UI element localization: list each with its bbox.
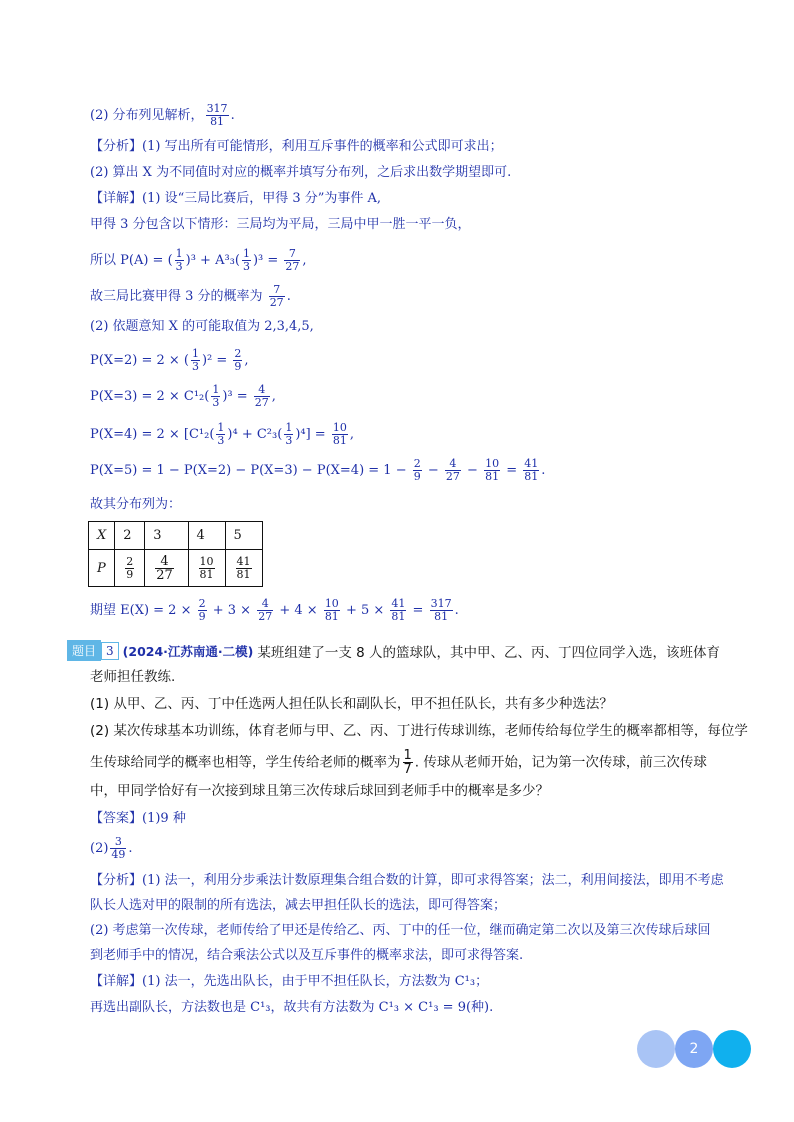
table-cell [188,550,225,587]
numerator: 1 [191,347,199,360]
denominator: 3 [175,260,183,273]
numerator: 10 [324,597,339,610]
denominator: 3 [242,260,250,273]
text: (1) 法一，利用分步乘法计数原理集合组合数的计算，即可求得答案；法二，利用间接法，即用不考虑 [142,873,724,888]
fraction [269,284,285,309]
analysis-line [90,164,511,182]
numerator: 4 [257,598,273,611]
numerator: 1 [242,247,250,260]
numerator: 4 [155,555,174,569]
fraction [254,384,270,409]
question-number: 3 [101,642,119,660]
denominator: 81 [324,610,339,623]
fraction [175,248,184,273]
fraction [125,556,134,581]
numerator: 7 [269,284,285,297]
fraction [523,458,539,483]
fraction [284,422,293,447]
numerator: 7 [284,248,300,261]
numerator: 2 [198,597,206,610]
fraction [484,458,500,483]
text: )³ = [252,253,279,268]
text: 期望 E(X) = 2 × [90,603,192,618]
analysis-line [90,947,523,965]
formula-line [90,248,307,273]
table-cell [115,550,145,587]
numerator: 41 [236,554,251,568]
denominator: 27 [285,260,300,273]
formula-line: P(X=4) = 2 × [C¹₂( $\frac{1}{3}$ )⁴ + C²₃( $\frac{1}{3}$ )⁴] = $\frac{10}{81}$ , [90,421,354,447]
denominator: 81 [210,115,225,128]
text: , [302,253,307,268]
decor-circle [637,1030,675,1068]
fraction [242,248,251,273]
table-cell: P [89,550,115,587]
fraction [284,248,300,273]
analysis-tag: 【分析】 [90,139,143,154]
text: 甲得 3 分包含以下情形：三局均为平局，三局中甲一胜一平一负， [90,217,471,232]
text: P(X=5) = 1 − P(X=2) − P(X=3) − P(X=4) = 1 − [90,463,407,478]
fraction [155,555,174,582]
denominator: 49 [111,848,126,861]
question-line [90,668,175,686]
fraction [198,598,207,623]
numerator: 2 [413,457,421,470]
text: 队长人选对甲的限制的所有选法，减去甲担任队长的选法，即可得答案； [90,898,507,913]
text: (1) 法一，先选出队长，由于甲不担任队长，方法数为 C¹₃； [142,974,489,989]
text: (1) 设“三局比赛后，甲得 3 分”为事件 A, [142,191,382,206]
text: (2) 分布列见解析， [90,108,204,123]
numerator: 317 [206,102,228,115]
fraction [206,103,229,128]
text: (2) 考虑第一次传球，老师传给了甲还是传给乙、丙、丁中的任一位，继而确定第二次以及第三次传球后球回 [90,923,711,938]
numerator: 41 [524,457,539,470]
distribution-table [88,521,263,587]
text: 故其分布列为： [90,497,182,512]
fraction [257,598,273,623]
text: (2) [90,841,109,856]
denominator: 81 [332,434,347,447]
fraction [233,348,242,373]
expectation-line: 期望 E(X) = 2 × $\frac{2}{9}$ + 3 × $\frac{4}{27}$ + 4 × $\frac{10}{81}$ + 5 × $\frac{41}{81}$ = $\frac{317}{81}$ . [90,597,459,623]
denominator: 81 [391,610,406,623]
fraction [430,598,453,623]
text: P(X=3) = 2 × C¹₂( [90,389,210,404]
detail-line [90,999,493,1017]
detail-line [90,496,181,514]
fraction [390,598,406,623]
text: (1)9 种 [142,811,186,826]
denominator: 81 [236,567,251,581]
denominator: 27 [156,567,173,583]
denominator: 3 [285,434,293,447]
numerator: 1 [175,247,183,260]
text: (1) 写出所有可能情形，利用互斥事件的概率和公式即可求出； [142,139,503,154]
answer-line [90,810,186,828]
detail-tag: 【详解】 [90,974,143,989]
denominator: 9 [198,610,206,623]
analysis-line [90,872,724,890]
fraction [445,458,461,483]
analysis-line [90,138,503,156]
numerator: 4 [445,458,461,471]
fraction [236,556,252,581]
question-label: 题目 [67,640,101,661]
denominator: 81 [199,567,214,581]
denominator: 27 [445,470,460,483]
detail-line [90,216,471,234]
numerator: 4 [254,384,270,397]
table-row [89,522,263,550]
text: 到老师手中的情况，结合乘法公式以及互斥事件的概率求法，即可求得答案. [90,948,524,963]
denominator: 9 [413,470,421,483]
table-cell: 2 [115,522,145,550]
text: . 传球从老师开始，记为第一次传球，前三次传球 [414,754,707,771]
text: 故三局比赛甲得 3 分的概率为 [90,289,263,304]
analysis-tag: 【分析】 [90,873,143,888]
analysis-line [90,897,506,915]
question-line [90,722,748,740]
denominator: 27 [254,396,269,409]
detail-tag: 【详解】 [90,191,143,206]
question-badge [67,640,720,661]
denominator: 27 [269,296,284,309]
formula-line: P(X=3) = 2 × C¹₂( $\frac{1}{3}$ )³ = $\frac{4}{27}$ , [90,383,276,409]
text: 中，甲同学恰好有一次接到球且第三次传球后球回到老师手中的概率是多少？ [90,783,549,799]
detail-line [90,973,488,991]
fraction [216,422,225,447]
table-cell [145,550,188,587]
formula-line: P(X=2) = 2 × ( $\frac{1}{3}$ )² = $\frac{2}{9}$ , [90,347,249,373]
text: P(X=4) = 2 × [C¹₂( [90,427,215,442]
fraction [413,458,422,483]
fraction [110,836,126,861]
text: )⁴] = [295,427,326,442]
text: 生传球给同学的概率也相等，学生传给老师的概率为 [90,754,401,771]
question-source: (2024·江苏南通·二模) [122,643,254,659]
fraction [324,598,340,623]
detail-line [90,318,314,336]
denominator: 7 [403,762,412,777]
table-cell: 4 [188,522,225,550]
denominator: 27 [258,610,273,623]
text: )⁴ + C²₃( [227,427,283,442]
question-text: 某班组建了一支 8 人的篮球队，其中甲、乙、丙、丁四位同学入选，该班体育 [257,644,721,661]
numerator: 10 [485,457,500,470]
text: P(X=2) = 2 × ( [90,353,189,368]
denominator: 81 [485,470,500,483]
answer-line: (2) $\frac{3}{49}$ . [90,835,133,861]
denominator: 81 [434,610,449,623]
denominator: 81 [524,470,539,483]
text: (2) 算出 X 为不同值时对应的概率并填写分布列，之后求出数学期望即可. [90,165,512,180]
text: . [230,108,235,123]
numerator: 1 [403,748,412,763]
text: (2) 依题意知 X 的可能取值为 2,3,4,5, [90,319,314,334]
text: 所以 P(A) = ( [90,253,173,268]
formula-line: P(X=5) = 1 − P(X=2) − P(X=3) − P(X=4) = 1 − $\frac{2}{9}$ − $\frac{4}{27}$ − $\frac{10}{81}$ = $\frac{41}{81}$ . [90,457,546,483]
table-cell [225,550,262,587]
text: 再选出副队长，方法数也是 C¹₃，故共有方法数为 C¹₃ × C¹₃ = 9(种). [90,1000,494,1015]
denominator: 3 [191,360,199,373]
formula-line: 故三局比赛甲得 3 分的概率为 $\frac{7}{27}$ . [90,283,291,309]
numerator: 1 [285,421,293,434]
numerator: 1 [212,383,220,396]
numerator: 10 [199,554,214,568]
answer-tag: 【答案】 [90,811,143,826]
detail-line [90,190,381,208]
numerator: 1 [217,421,225,434]
question-line [90,695,613,713]
numerator: 2 [234,347,242,360]
analysis-line [90,922,711,940]
numerator: 41 [391,597,406,610]
decor-circle [713,1030,751,1068]
text: 老师担任教练. [90,669,176,685]
text: )² = [201,353,228,368]
page-number: 2 [675,1030,713,1068]
table-cell: 3 [145,522,188,550]
denominator: 9 [234,360,242,373]
table-cell: 5 [225,522,262,550]
denominator: 3 [217,434,225,447]
text: )³ + A³₃( [185,253,240,268]
text: (1) 从甲、乙、丙、丁中任选两人担任队长和副队长，甲不担任队长，共有多少种选法？ [90,696,613,712]
text: (2) 某次传球基本功训练，体育老师与甲、乙、丙、丁进行传球训练，老师传给每位学生的概率都相等，每位学 [90,723,748,739]
fraction [191,348,200,373]
fraction [403,749,413,776]
fraction [199,556,215,581]
numerator: 317 [430,597,452,610]
numerator: 3 [110,836,126,849]
text: )³ = [222,389,248,404]
question-line [90,749,707,776]
question-line [90,782,549,800]
numerator: 10 [332,421,347,434]
table-cell: X [89,522,115,550]
fraction [332,422,348,447]
fraction [211,384,220,409]
denominator: 9 [126,567,134,581]
denominator: 3 [212,396,220,409]
part2-answer-line [90,103,235,128]
table-row [89,550,263,587]
numerator: 2 [126,554,134,568]
